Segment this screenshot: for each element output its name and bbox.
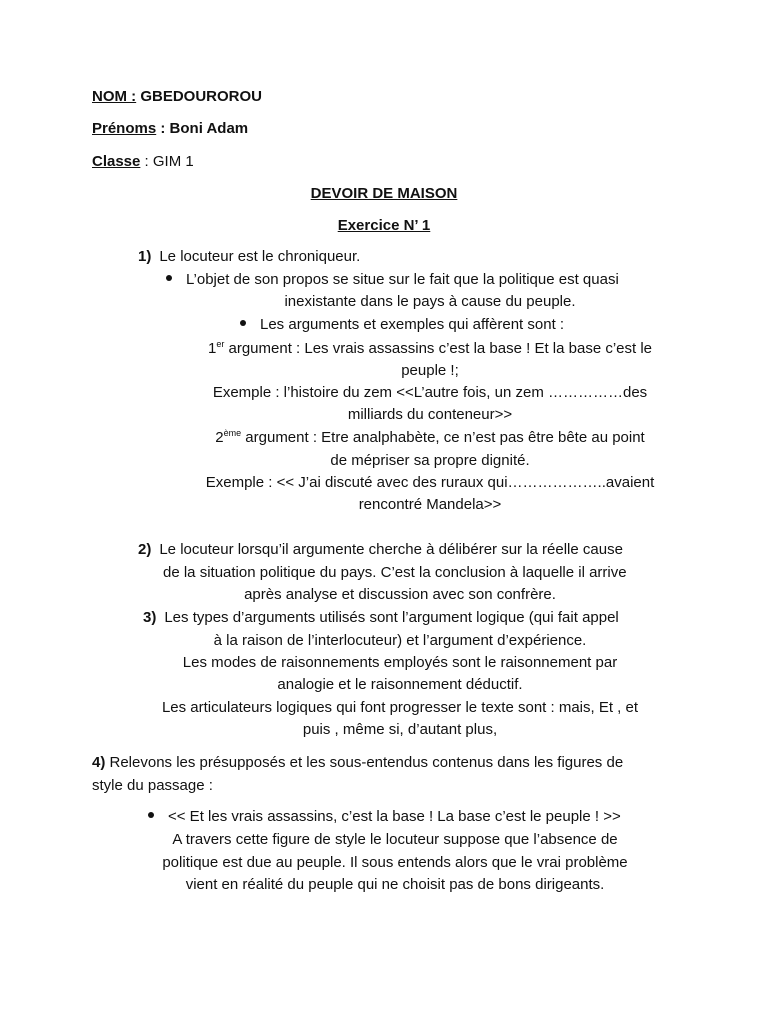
q1-arg2-line2: de mépriser sa propre dignité. bbox=[330, 452, 530, 469]
prenoms-value: : Boni Adam bbox=[156, 120, 249, 137]
q3-line5: Les articulateurs logiques qui font progresser le texte sont : mais, Et , et bbox=[161, 699, 639, 716]
classe-label: Classe bbox=[92, 153, 141, 170]
q4-para-line3: vient en réalité du peuple qui ne choisit pas de bons dirigeants. bbox=[185, 876, 605, 893]
q1-arg1-line1: 1er argument : Les vrais assassins c’est la base ! Et la base c’est le bbox=[207, 339, 653, 357]
q3-line6: puis , même si, d’autant plus, bbox=[302, 721, 498, 738]
q3-line2: à la raison de l’interlocuteur) et l’argument d’expérience. bbox=[213, 632, 587, 649]
prenoms-label: Prénoms bbox=[92, 120, 157, 137]
document-subtitle: Exercice N’ 1 bbox=[337, 217, 431, 234]
nom-label: NOM : bbox=[92, 88, 137, 105]
q3-line1: 3) Les types d’arguments utilisés sont l’argument logique (qui fait appel bbox=[143, 609, 619, 626]
q1-ex2-line2: rencontré Mandela>> bbox=[358, 496, 502, 513]
q1-arg1-line2: peuple !; bbox=[401, 362, 459, 379]
bullet-icon bbox=[148, 812, 154, 818]
document-title: DEVOIR DE MAISON bbox=[310, 185, 458, 202]
q4-para-line1: A travers cette figure de style le locuteur suppose que l’absence de bbox=[172, 831, 618, 848]
q4-line2: style du passage : bbox=[92, 777, 213, 794]
q4-para-line2: politique est due au peuple. Il sous entends alors que le vrai problème bbox=[162, 854, 628, 871]
classe-line bbox=[92, 151, 194, 174]
q2-line1: 2) Le locuteur lorsqu’il argumente cherche à délibérer sur la réelle cause bbox=[138, 541, 623, 558]
q2-line2: de la situation politique du pays. C’est la conclusion à laquelle il arrive bbox=[163, 564, 627, 581]
q1-bullet-1: L’objet de son propos se situe sur le fait que la politique est quasi bbox=[166, 269, 619, 292]
q2-number: 2) bbox=[138, 541, 152, 558]
q3-line3: Les modes de raisonnements employés sont le raisonnement par bbox=[182, 654, 618, 671]
classe-value: : GIM 1 bbox=[140, 153, 194, 170]
bullet-icon bbox=[240, 320, 246, 326]
nom-line bbox=[92, 86, 262, 109]
q1-number: 1) bbox=[138, 248, 152, 265]
q1-ex1-line1: Exemple : l’histoire du zem <<L’autre fois, un zem ……………des bbox=[212, 384, 648, 401]
q3-line4: analogie et le raisonnement déductif. bbox=[277, 676, 523, 693]
bullet-icon bbox=[166, 275, 172, 281]
q1-text: Le locuteur est le chroniqueur. bbox=[159, 248, 361, 265]
q1-bullet-2: Les arguments et exemples qui affèrent sont : bbox=[240, 314, 564, 337]
q1-ex1-line2: milliards du conteneur>> bbox=[347, 406, 513, 423]
prenoms-line bbox=[92, 118, 248, 141]
q4-bullet-1: << Et les vrais assassins, c’est la base ! La base c’est le peuple ! >> bbox=[148, 806, 621, 829]
q1-arg2-line1: 2ème argument : Etre analphabète, ce n’est pas être bête au point bbox=[215, 428, 645, 446]
q3-number: 3) bbox=[143, 609, 157, 626]
q2-line3: après analyse et discussion avec son confrère. bbox=[244, 586, 556, 603]
nom-value: GBEDOUROROU bbox=[136, 88, 263, 105]
q4-line1: 4) Relevons les présupposés et les sous-entendus contenus dans les figures de bbox=[92, 754, 624, 771]
q1-bullet-1-cont: inexistante dans le pays à cause du peuple. bbox=[284, 293, 576, 310]
q4-number: 4) bbox=[92, 754, 106, 771]
q1-line bbox=[138, 246, 360, 269]
q1-ex2-line1: Exemple : << J’ai discuté avec des ruraux qui………………..avaient bbox=[205, 474, 655, 491]
